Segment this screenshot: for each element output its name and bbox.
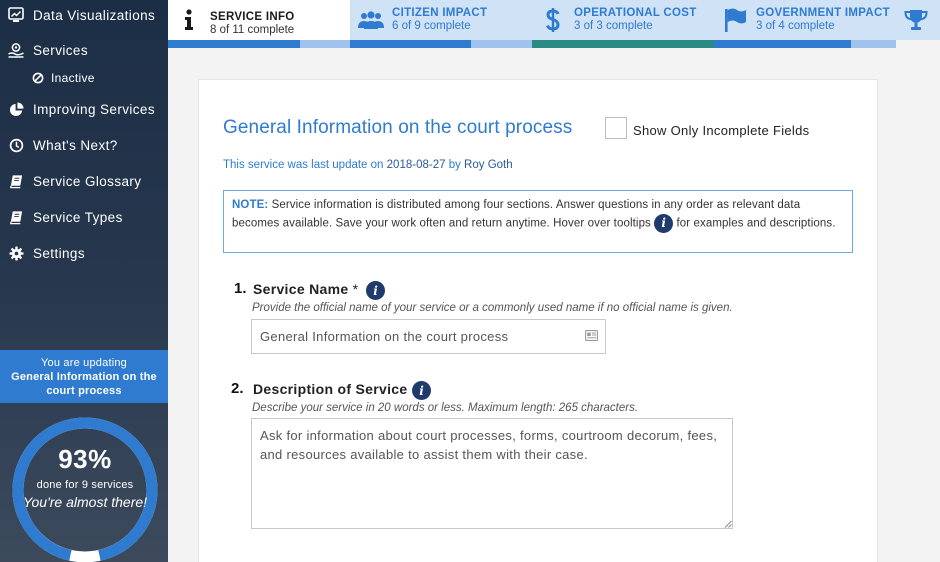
updating-service-name: General Information on the court process <box>11 371 157 397</box>
service-name-info-icon[interactable]: i <box>366 281 385 300</box>
sidebar-item-label: Services <box>33 42 88 58</box>
sidebar-item-improving-services[interactable] <box>0 94 168 124</box>
info-tooltip-icon[interactable]: i <box>654 214 673 233</box>
book-icon <box>7 208 25 226</box>
sidebar-item-label: Settings <box>33 245 85 261</box>
sidebar-item-service-types[interactable] <box>0 202 168 232</box>
service-name-input[interactable] <box>251 319 606 354</box>
tab-progress-fill <box>168 40 300 48</box>
tab-trophy[interactable] <box>896 0 940 62</box>
note-text: Service information is distributed among four sections. Answer questions in any order as relevant data becomes available. Save your work often and return anytime. Hover over tooltips <box>232 199 801 230</box>
question-help: Describe your service in 20 words or less. Maximum length: 265 characters. <box>252 402 639 414</box>
page-title: General Information on the court process <box>223 117 573 138</box>
tab-citizen-impact[interactable] <box>350 0 532 62</box>
tab-progress-text: 8 of 11 complete <box>210 24 295 36</box>
dollar-icon <box>538 7 568 33</box>
service-name-label <box>253 281 358 297</box>
tab-progress-bar <box>532 40 714 48</box>
sidebar-item-label: Service Glossary <box>33 173 142 189</box>
tab-progress-bar <box>350 40 532 48</box>
gear-icon <box>7 244 25 262</box>
question-number: 1. <box>234 280 247 297</box>
services-icon <box>7 41 25 59</box>
pie-chart-icon <box>7 100 25 118</box>
data-visualizations-icon <box>7 6 25 24</box>
tab-progress-fill <box>532 40 714 48</box>
trophy-icon <box>901 7 931 33</box>
last-updated-user: Roy Goth <box>464 159 513 171</box>
sidebar-item-label: What's Next? <box>33 137 118 153</box>
question-label: Service Name <box>253 281 349 297</box>
tab-title: CITIZEN IMPACT <box>392 7 488 19</box>
note-text-end: for examples and descriptions. <box>676 217 836 230</box>
service-form-card <box>198 79 878 562</box>
sidebar-item-label: Improving Services <box>33 101 155 117</box>
sidebar-item-whats-next[interactable] <box>0 130 168 160</box>
users-icon <box>356 7 386 33</box>
info-icon <box>174 7 204 33</box>
tab-progress-fill <box>714 40 851 48</box>
tab-progress-text: 3 of 4 complete <box>756 20 835 32</box>
question-help: Provide the official name of your service or a commonly used name if no official name is given. <box>252 302 733 314</box>
clock-icon <box>7 136 25 154</box>
id-card-icon <box>585 330 598 341</box>
tab-government-impact[interactable] <box>714 0 896 62</box>
updating-banner <box>0 350 168 403</box>
sidebar-item-settings[interactable] <box>0 238 168 268</box>
last-updated-date: 2018-08-27 <box>386 159 446 171</box>
question-label: Description of Service <box>253 381 408 397</box>
tab-progress-text: 6 of 9 complete <box>392 20 471 32</box>
sidebar-item-inactive[interactable] <box>0 66 168 90</box>
inactive-icon <box>31 71 45 85</box>
sidebar-item-label: Service Types <box>33 209 123 225</box>
tab-progress-bar <box>714 40 896 48</box>
note-box <box>223 190 853 253</box>
sidebar-item-data-visualizations[interactable] <box>0 0 168 30</box>
description-textarea[interactable] <box>251 418 733 529</box>
updating-label: You are updating <box>41 357 127 369</box>
resize-handle-icon[interactable] <box>724 520 732 528</box>
sidebar-item-services[interactable] <box>0 35 168 65</box>
note-label: NOTE: <box>232 199 269 211</box>
tab-progress-text: 3 of 3 complete <box>574 20 653 32</box>
question-number: 2. <box>231 380 244 397</box>
sidebar-item-label: Data Visualizations <box>33 7 156 23</box>
completion-subtitle: done for 9 services <box>36 479 134 491</box>
required-marker: * <box>352 281 359 297</box>
description-info-icon[interactable]: i <box>412 381 431 400</box>
tab-operational-cost[interactable] <box>532 0 714 62</box>
completion-cheer: You're almost there! <box>22 494 148 510</box>
tab-title: SERVICE INFO <box>210 11 295 23</box>
tab-title: OPERATIONAL COST <box>574 7 697 19</box>
show-incomplete-checkbox[interactable] <box>605 117 627 139</box>
last-updated-line <box>223 159 513 171</box>
book-icon <box>7 172 25 190</box>
sidebar-item-service-glossary[interactable] <box>0 166 168 196</box>
tab-progress-bar <box>168 40 350 48</box>
tab-progress-fill <box>350 40 471 48</box>
flag-icon <box>720 7 750 33</box>
show-incomplete-label[interactable]: Show Only Incomplete Fields <box>633 123 810 138</box>
last-updated-prefix: This service was last update on <box>223 159 384 171</box>
sidebar-item-label: Inactive <box>51 71 95 85</box>
tab-title: GOVERNMENT IMPACT <box>756 7 890 19</box>
completion-percent: 93% <box>58 444 112 474</box>
last-updated-by-word: by <box>448 159 461 171</box>
gauge-text <box>11 416 159 512</box>
section-tabs <box>168 0 940 62</box>
tab-service-info[interactable] <box>168 0 350 62</box>
